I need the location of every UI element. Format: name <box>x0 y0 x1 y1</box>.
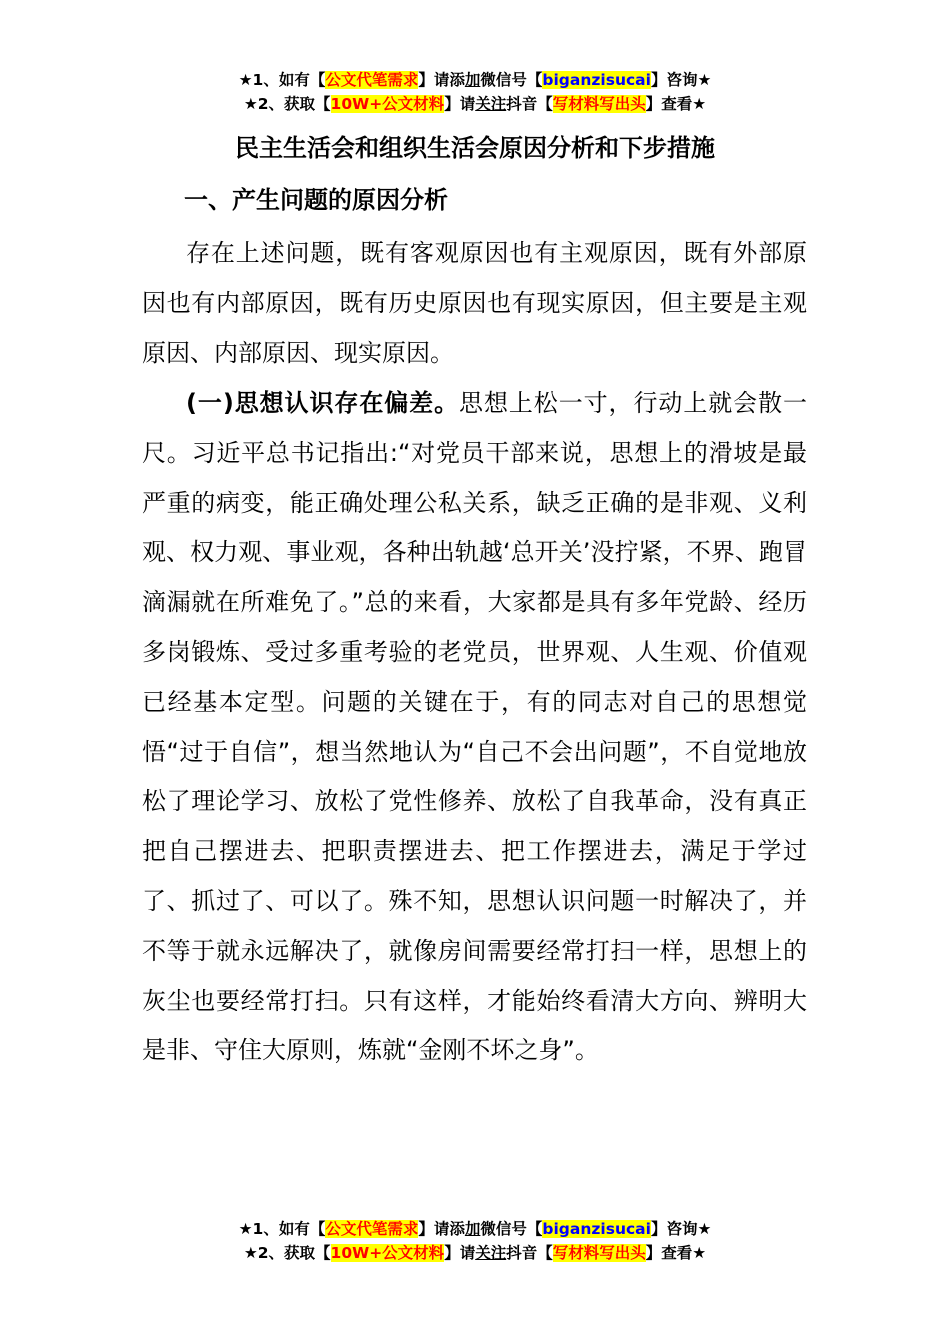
banner-douyin-account: 写材料写出头 <box>552 95 646 113</box>
banner-highlight-service: 公文代笔需求 <box>325 1220 419 1238</box>
banner-wechat-id: biganzisucai <box>542 71 651 89</box>
paragraph-lead: (一)思想认识存在偏差。 <box>186 389 460 417</box>
document-title: 民主生活会和组织生活会原因分析和下步措施 <box>235 134 715 162</box>
section-heading: 一、产生问题的原因分析 <box>184 186 448 214</box>
banner-line-2: ★2、获取【10W+公文材料】请关注抖音【写材料写出头】查看★ <box>243 1244 707 1262</box>
banner-line-1: ★1、如有【公文代笔需求】请添加微信号【biganzisucai】咨询★ <box>238 71 712 89</box>
banner-line-2: ★2、获取【10W+公文材料】请关注抖音【写材料写出头】查看★ <box>243 95 707 113</box>
banner-douyin-account: 写材料写出头 <box>552 1244 646 1262</box>
banner-wechat-id: biganzisucai <box>542 1220 651 1238</box>
banner-line-1: ★1、如有【公文代笔需求】请添加微信号【biganzisucai】咨询★ <box>238 1220 712 1238</box>
bottom-ad-banner <box>0 1217 950 1265</box>
paragraph-body: 思想上松一寸，行动上就会散一尺。习近平总书记指出:“对党员干部来说，思想上的滑坡是最严重的病变，能正确处理公私关系，缺乏正确的是非观、义利观、权力观、事业观，各种出轨越‘总开关’没拧紧，不界、跑冒滴漏就在所难免了。”总的来看，大家都是具有多年党龄、经历多岗锻炼、受过多重考验的老党员，世界观、人生观、价值观已经基本定型。问题的关键在于，有的同志对自己的思想觉悟“过于自信”，想当然地认为“自己不会出问题”，不自觉地放松了理论学习、放松了党性修养、放松了自我革命，没有真正把自己摆进去、把职责摆进去、把工作摆进去，满足于学过了、抓过了、可以了。殊不知，思想认识问题一时解决了，并不等于就永远解决了，就像房间需要经常打扫一样，思想上的灰尘也要经常打扫。只有这样，才能始终看清大方向、辨明大是非、守住大原则，炼就“金刚不坏之身”。 <box>142 389 808 1065</box>
paragraph-ideological-deviation <box>142 379 807 1076</box>
paragraph-causes-overview: 存在上述问题，既有客观原因也有主观原因，既有外部原因也有内部原因，既有历史原因也有现实原因，但主要是主观原因、内部原因、现实原因。 <box>142 239 807 367</box>
banner-highlight-service: 公文代笔需求 <box>325 71 419 89</box>
top-ad-banner <box>0 68 950 116</box>
banner-highlight-materials: 10W+公文材料 <box>330 1244 445 1262</box>
banner-highlight-materials: 10W+公文材料 <box>330 95 445 113</box>
